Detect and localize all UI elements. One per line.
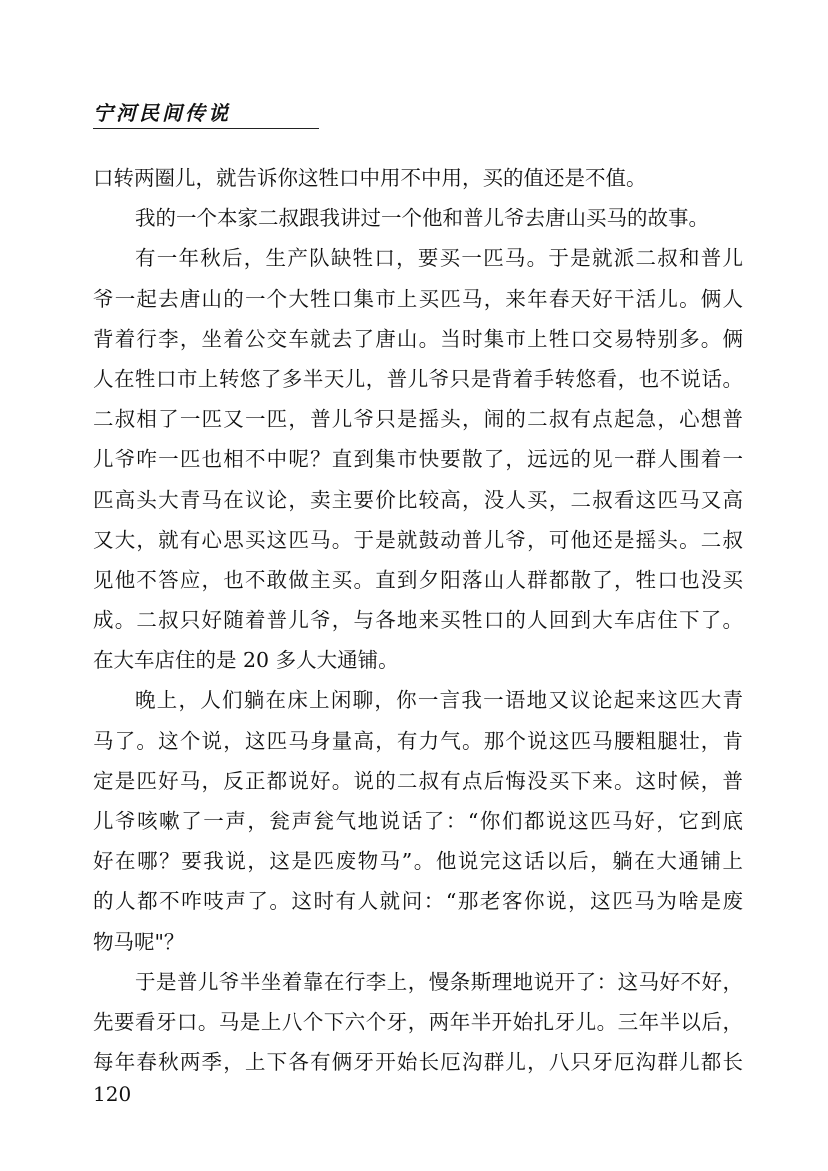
text-line: 匹高头大青马在议论，卖主要价比较高，没人买，二叔看这匹马又高 — [93, 487, 743, 512]
text-line: 每年春秋两季，上下各有俩牙开始长厄沟群儿，八只牙厄沟群儿都长 — [93, 1050, 743, 1075]
body-text — [93, 158, 743, 1082]
text-line: 于是普儿爷半坐着靠在行李上，慢条斯理地说开了：这马好不好， — [135, 969, 743, 994]
text-line: 我的一个本家二叔跟我讲过一个他和普儿爷去唐山买马的故事。 — [135, 206, 709, 231]
text-line: 的人都不咋吱声了。这时有人就问：“那老客你说，这匹马为啥是废 — [93, 889, 743, 914]
text-line: 在大车店住的是 20 多人大通铺。 — [93, 648, 399, 673]
text-line: 背着行李，坐着公交车就去了唐山。当时集市上牲口交易特别多。俩 — [93, 326, 743, 351]
text-line: 晚上，人们躺在床上闲聊，你一言我一语地又议论起来这匹大青 — [135, 688, 743, 713]
text-line: 二叔相了一匹又一匹，普儿爷只是摇头，闹的二叔有点起急，心想普 — [93, 407, 743, 432]
text-line: 又大，就有心思买这匹马。于是就鼓动普儿爷，可他还是摇头。二叔 — [93, 527, 743, 552]
text-line: 儿爷咋一匹也相不中呢？直到集市快要散了，远远的见一群人围着一 — [93, 447, 743, 472]
text-line: 爷一起去唐山的一个大牲口集市上买匹马，来年春天好干活儿。俩人 — [93, 286, 743, 311]
running-header — [93, 100, 319, 129]
page-number: 120 — [93, 1082, 132, 1106]
text-line: 见他不答应，也不敢做主买。直到夕阳落山人群都散了，牲口也没买 — [93, 567, 743, 592]
text-line: 好在哪？要我说，这是匹废物马”。他说完这话以后，躺在大通铺上 — [93, 849, 743, 874]
text-line: 物马呢"？ — [93, 929, 185, 954]
text-line: 儿爷咳嗽了一声，瓮声瓮气地说话了：“你们都说这匹马好，它到底 — [93, 809, 743, 833]
text-line: 口转两圈儿，就告诉你这牲口中用不中用，买的值还是不值。 — [93, 166, 647, 190]
text-line: 成。二叔只好随着普儿爷，与各地来买牲口的人回到大车店住下了。 — [93, 608, 743, 633]
text-line: 有一年秋后，生产队缺牲口，要买一匹马。于是就派二叔和普儿 — [135, 246, 743, 271]
book-title: 宁河民间传说 — [93, 101, 231, 125]
text-line: 定是匹好马，反正都说好。说的二叔有点后悔没买下来。这时候，普 — [93, 768, 743, 793]
text-line: 人在牲口市上转悠了多半天儿，普儿爷只是背着手转悠看，也不说话。 — [93, 366, 743, 391]
text-line: 先要看牙口。马是上八个下六个牙，两年半开始扎牙儿。三年半以后， — [93, 1009, 743, 1034]
text-line: 马了。这个说，这匹马身量高，有力气。那个说这匹马腰粗腿壮，肯 — [93, 728, 743, 753]
